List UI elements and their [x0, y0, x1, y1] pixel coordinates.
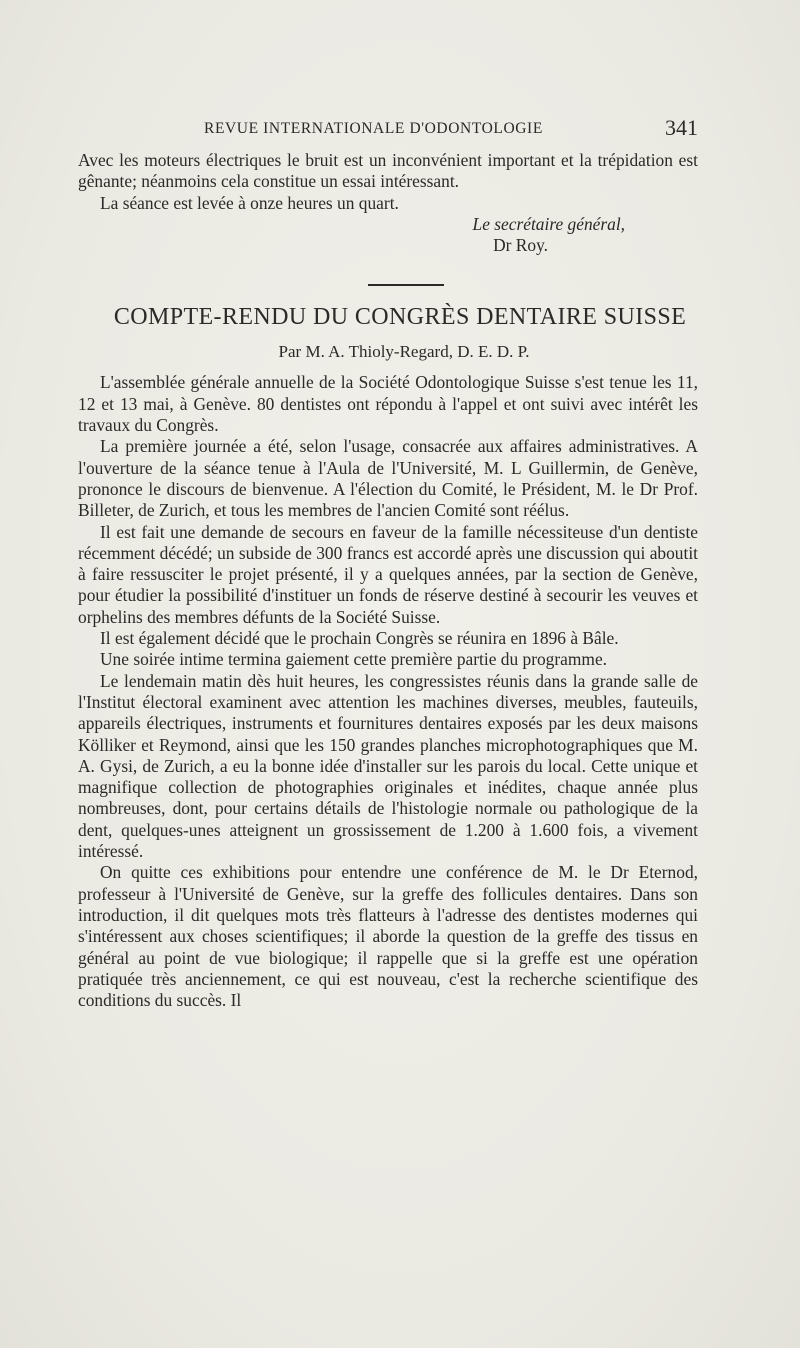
paragraph: On quitte ces exhibitions pour entendre une conférence de M. le Dr Eternod, professeur à l'Université de Genève, sur la greffe des follicules dentaires. Dans son introduction, il dit quelques mots très flatteurs à l'adresse des dentistes modernes qui s'intéressent aux choses scientifiques; il aborde la question de la greffe des tissus en général au point de vue biologique; il rappelle que si la greffe est une opération pratiquée très anciennement, ce qui est nouveau, c'est la recherche scientifique des conditions du succès. Il — [78, 862, 698, 1011]
signature-role: Le secrétaire général, — [472, 213, 625, 234]
body-text — [78, 150, 698, 1011]
section-divider — [368, 284, 444, 286]
signature-name: Dr Roy. — [493, 235, 548, 256]
paragraph: La première journée a été, selon l'usage, consacrée aux affaires administratives. A l'ouverture de la séance tenue à l'Aula de l'Université, M. L Guillermin, de Genève, prononce le discours de bienvenue. A l'élection du Comité, le Président, M. le Dr Prof. Billeter, de Zurich, et tous les membres de l'ancien Comité sont réélus. — [78, 436, 698, 521]
paragraph: Le lendemain matin dès huit heures, les congressistes réunis dans la grande salle de l'Institut électoral examinent avec attention les machines diverses, meubles, fauteuils, appareils électriques, instruments et fournitures dentaires exposés par les deux maisons Kölliker et Reymond, ainsi que les 150 grandes planches microphotographiques que M. A. Gysi, de Zurich, a eu la bonne idée d'installer sur les parois du local. Cette unique et magnifique collection de photographies originales et inédites, chaque année plus nombreuses, dont, pour certains détails de l'histologie normale ou pathologique de la dent, quelques-unes atteignent un grossissement de 1.200 à 1.600 fois, a vivement intéressé. — [78, 670, 698, 862]
opening-paragraph: Avec les moteurs électriques le bruit est un inconvénient important et la trépidation est gênante; néanmoins cela constitue un essai intéressant. — [78, 150, 698, 192]
running-head — [78, 116, 698, 146]
article-body — [78, 372, 698, 1011]
paragraph: Une soirée intime termina gaiement cette première partie du programme. — [100, 649, 608, 670]
article-byline: Par M. A. Thioly-Regard, D. E. D. P. — [278, 342, 530, 362]
closing-paragraph: La séance est levée à onze heures un quart. — [100, 192, 399, 213]
article-title: COMPTE-RENDU DU CONGRÈS DENTAIRE SUISSE — [113, 304, 687, 331]
journal-title: REVUE INTERNATIONALE D'ODONTOLOGIE — [204, 120, 543, 137]
paragraph: L'assemblée générale annuelle de la Société Odontologique Suisse s'est tenue les 11, 12 et 13 mai, à Genève. 80 dentistes ont répondu à l'appel et ont suivi avec intérêt les travaux du Congrès. — [78, 372, 698, 436]
page-number: 341 — [665, 115, 698, 140]
paragraph: Il est également décidé que le prochain Congrès se réunira en 1896 à Bâle. — [100, 628, 619, 649]
paragraph: Il est fait une demande de secours en faveur de la famille nécessiteuse d'un dentiste récemment décédé; un subside de 300 francs est accordé après une discussion qui aboutit à faire ressusciter le projet présenté, il y a quelques années, par la section de Genève, pour étudier la possibilité d'instituer un fonds de réserve destiné à secourir les veuves et orphelins des membres défunts de la Société Suisse. — [78, 521, 698, 627]
